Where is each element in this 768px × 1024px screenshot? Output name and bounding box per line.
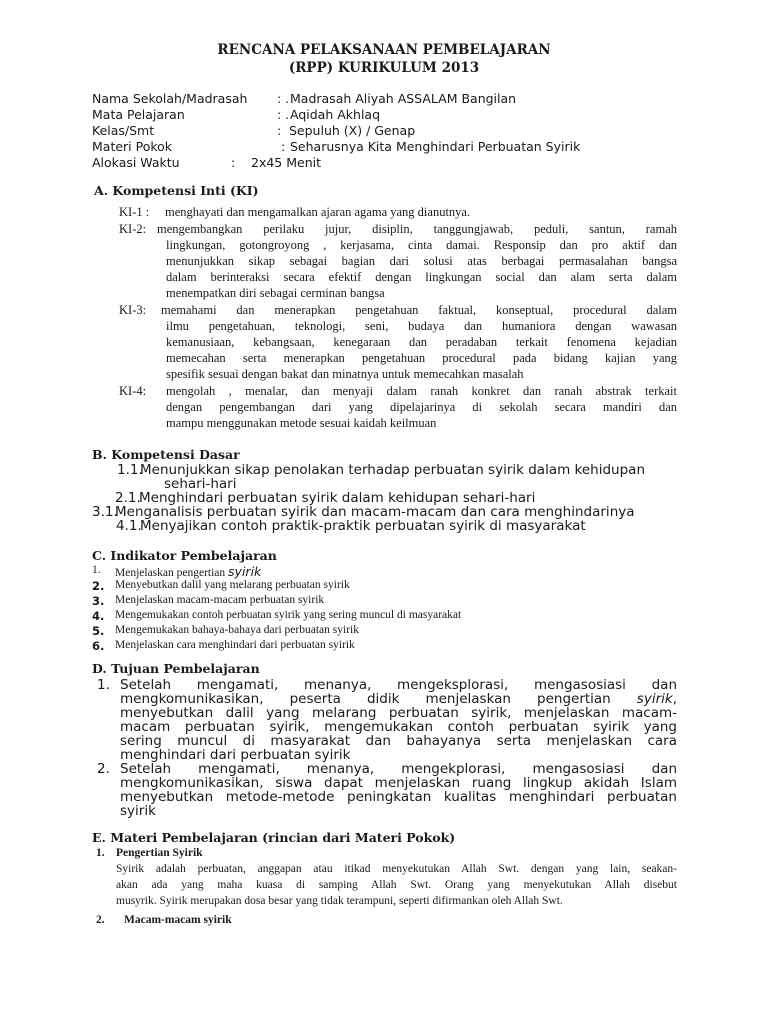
goal-text-line: mengkomunikasikan, peserta didik menjelaskan pengertian syirik, [120,691,677,707]
goal-text-line: macam perbuatan syirik, mengemukakan contoh perbuatan syirik yang [120,719,677,735]
document-title: RENCANA PELAKSANAAN PEMBELAJARAN [217,42,551,58]
identity-separator: : . [277,107,290,122]
section-b-heading: B. Kompetensi Dasar [92,447,240,462]
ki-label: KI-1 : [119,205,150,219]
goal-text-line: syirik [120,803,156,819]
identity-label: Alokasi Waktu [92,155,180,170]
ki-text-line: lingkungan, gotongroyong , kerjasama, cinta damai. Responsip dan pro aktif dan [166,238,677,252]
section-d-heading: D. Tujuan Pembelajaran [92,661,260,676]
ki-text-line: menghayati dan mengamalkan ajaran agama yang dianutnya. [165,205,471,219]
goal-number: 2. [97,761,110,777]
identity-value-time: 2x45 Menit [251,155,322,170]
indicator-text: Menyebutkan dalil yang melarang perbuatan syirik [115,579,350,591]
materi-number: 1. [96,847,105,859]
ki-text-line: menunjukkan sikap sebagai bagian dari solusi atas berbagai permasalahan bangsa [166,254,677,268]
ki-label: KI-4: [119,384,147,398]
indicator-number: 4. [92,609,105,623]
indicator-text: Menjelaskan cara menghindari dari perbuatan syirik [115,639,355,651]
goal-text-line: Setelah mengamati, menanya, mengeksplorasi, mengasosiasi dan [120,677,677,693]
kd-text-line: sehari-hari [164,476,237,492]
materi-text-line: musyrik. Syirik merupakan dosa besar yang tidak terampuni, seperti difirmankan oleh Allah Swt. [116,895,563,907]
goal-number: 1. [97,677,110,693]
kd-text-line: Menunjukkan sikap penolakan terhadap perbuatan syirik dalam kehidupan [140,462,646,478]
kd-text-line: Menganalisis perbuatan syirik dan macam-macam dan cara menghindarinya [115,504,635,520]
identity-label: Mata Pelajaran [92,107,185,122]
materi-subheading: Pengertian Syirik [116,847,203,859]
indicator-item [115,564,261,579]
ki-text-line: mampu menggunakan metode sesuai kaidah keilmuan [166,416,437,430]
identity-separator: : [277,123,282,138]
ki-label: KI-2: [119,222,147,236]
ki-label: KI-3: [119,303,147,317]
materi-subheading: Macam-macam syirik [124,914,232,926]
kd-text-line: Menyajikan contoh praktik-praktik perbuatan syirik di masyarakat [140,518,586,534]
ki-text-line: mengembangkan perilaku jujur, disiplin, tanggungjawab, peduli, santun, ramah [157,222,677,236]
kd-number: 3.1. [92,504,118,520]
kd-number: 1.1. [117,462,143,478]
kd-number: 2.1. [115,490,141,506]
indicator-term: syirik [228,564,262,579]
ki-text-line: kemanusiaan, kebangsaan, kenegaraan dan peradaban terkait fenomena kejadian [166,335,677,349]
section-c-heading: C. Indikator Pembelajaran [92,548,277,563]
identity-value-school: Madrasah Aliyah ASSALAM Bangilan [290,91,517,106]
section-a-heading: A. Kompetensi Inti (KI) [94,183,259,198]
ki-text-line: mengolah , menalar, dan menyaji dalam ranah konkret dan ranah abstrak terkait [166,384,677,398]
kd-number: 4.1. [116,518,142,534]
indicator-number: 1. [92,564,101,576]
indicator-number: 2. [92,579,105,593]
identity-value-subject: Aqidah Akhlaq [290,107,381,122]
identity-label: Nama Sekolah/Madrasah [92,91,248,106]
identity-label: Materi Pokok [92,139,173,154]
ki-text-line: menempatkan diri sebagai cerminan bangsa [166,286,385,300]
goal-text-line: menyebutkan dalil yang melarang perbuatan syirik, menjelaskan macam- [120,705,677,721]
goal-text-line: menghindari dari perbuatan syirik [120,747,351,763]
materi-number: 2. [96,914,105,926]
materi-text-line: akan ada yang maha kuasa di samping Allah Swt. Orang yang menyekutukan Allah disebut [116,879,677,891]
indicator-text: Mengemukakan bahaya-bahaya dari perbuatan syirik [115,624,359,636]
ki-text-line: spesifik sesuai dengan bakat dan minatnya untuk memecahkan masalah [166,367,524,381]
section-e-heading: E. Materi Pembelajaran (rincian dari Materi Pokok) [92,830,456,845]
goal-text-line: menyebutkan metode-metode peningkatan kualitas menghindari perbuatan [120,789,677,805]
goal-text-line: sering muncul di masyarakat dan bahayanya serta menjelaskan cara [120,733,677,749]
identity-separator: : [281,139,286,154]
ki-text-line: memecahan serta menerapkan pengetahuan procedural pada bidang kajian yang [166,351,677,365]
goal-text-line: mengkomunikasikan, siswa dapat menjelaskan ruang lingkup akidah Islam [120,775,677,791]
document-subtitle: (RPP) KURIKULUM 2013 [288,60,480,76]
identity-separator: : . [277,91,290,106]
ki-text-line: dalam berinteraksi secara efektif dengan lingkungan social dan alam serta dalam [166,270,677,284]
indicator-number: 5. [92,624,105,638]
identity-label: Kelas/Smt [92,123,155,138]
indicator-text: Menjelaskan macam-macam perbuatan syirik [115,594,325,606]
identity-value-topic: Seharusnya Kita Menghindari Perbuatan Syirik [290,139,581,154]
identity-separator: : [231,155,236,170]
indicator-number: 3. [92,594,105,608]
indicator-text: Menjelaskan pengertian [115,567,229,579]
materi-text-line: Syirik adalah perbuatan, anggapan atau itikad menyekutukan Allah Swt. dengan yang lain, seakan- [116,863,677,875]
ki-text-line: memahami dan menerapkan pengetahuan faktual, konseptual, procedural dalam [161,303,677,317]
indicator-text: Mengemukakan contoh perbuatan syirik yang sering muncul di masyarakat [115,609,462,621]
indicator-number: 6. [92,639,105,653]
kd-text-line: Menghindari perbuatan syirik dalam kehidupan sehari-hari [139,490,536,506]
goal-text-line: Setelah mengamati, menanya, mengekplorasi, mengasosiasi dan [120,761,677,777]
identity-value-class: Sepuluh (X) / Genap [289,123,416,138]
ki-text-line: ilmu pengetahuan, teknologi, seni, budaya dan humaniora dengan wawasan [166,319,677,333]
ki-text-line: dengan pengembangan dari yang dipelajarinya di sekolah secara mandiri dan [166,400,677,414]
